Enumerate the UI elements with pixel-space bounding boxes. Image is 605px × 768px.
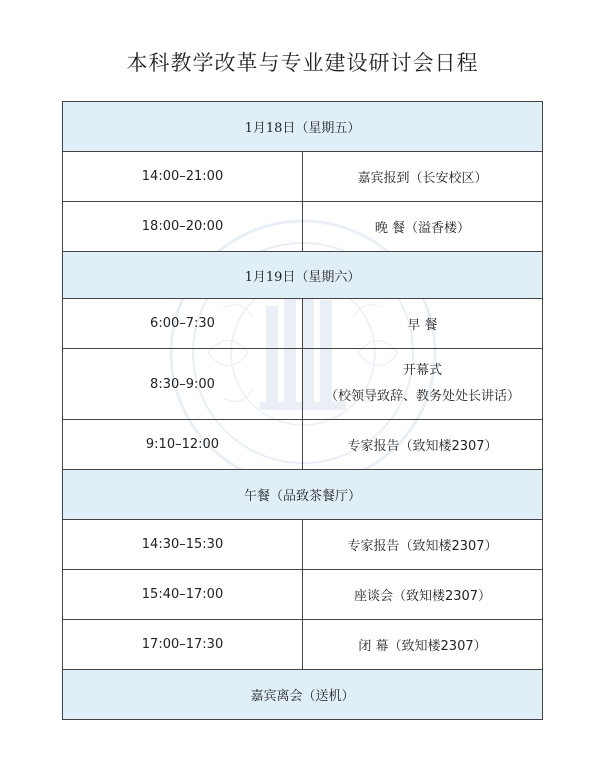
- event-cell: 嘉宾报到（长安校区）: [303, 152, 543, 202]
- event-cell: 闭 幕（致知楼2307）: [303, 620, 543, 670]
- event-cell: [303, 349, 543, 420]
- departure-header: 嘉宾离会（送机）: [63, 670, 543, 720]
- table-row: [63, 570, 543, 620]
- time-cell: 15:40–17:00: [63, 570, 303, 620]
- time-cell: 17:00–17:30: [63, 620, 303, 670]
- page-title: 本科教学改革与专业建设研讨会日程: [126, 51, 479, 75]
- event-cell: 专家报告（致知楼2307）: [303, 420, 543, 470]
- time-cell: 18:00–20:00: [63, 202, 303, 252]
- day1-header-row: [63, 102, 543, 152]
- day2-header: 1月19日（星期六）: [63, 252, 543, 299]
- day1-header: 1月18日（星期五）: [63, 102, 543, 152]
- table-row: [63, 620, 543, 670]
- table-row: [63, 520, 543, 570]
- lunch-header: 午餐（品致茶餐厅）: [63, 470, 543, 520]
- day2-header-row: [63, 252, 543, 299]
- departure-row: [63, 670, 543, 720]
- schedule-table: [62, 101, 543, 720]
- time-cell: 6:00–7:30: [63, 299, 303, 349]
- table-row: [63, 349, 543, 420]
- event-cell: 专家报告（致知楼2307）: [303, 520, 543, 570]
- event-title: 开幕式: [402, 363, 442, 378]
- time-cell: 14:30–15:30: [63, 520, 303, 570]
- table-row: [63, 202, 543, 252]
- time-cell: 8:30–9:00: [63, 349, 303, 420]
- lunch-row: [63, 470, 543, 520]
- event-cell: 晚 餐（溢香楼）: [303, 202, 543, 252]
- table-row: [63, 299, 543, 349]
- table-row: [63, 152, 543, 202]
- table-row: [63, 420, 543, 470]
- event-cell: 早 餐: [303, 299, 543, 349]
- event-cell: 座谈会（致知楼2307）: [303, 570, 543, 620]
- time-cell: 14:00–21:00: [63, 152, 303, 202]
- event-detail: （校领导致辞、教务处处长讲话）: [324, 389, 520, 404]
- time-cell: 9:10–12:00: [63, 420, 303, 470]
